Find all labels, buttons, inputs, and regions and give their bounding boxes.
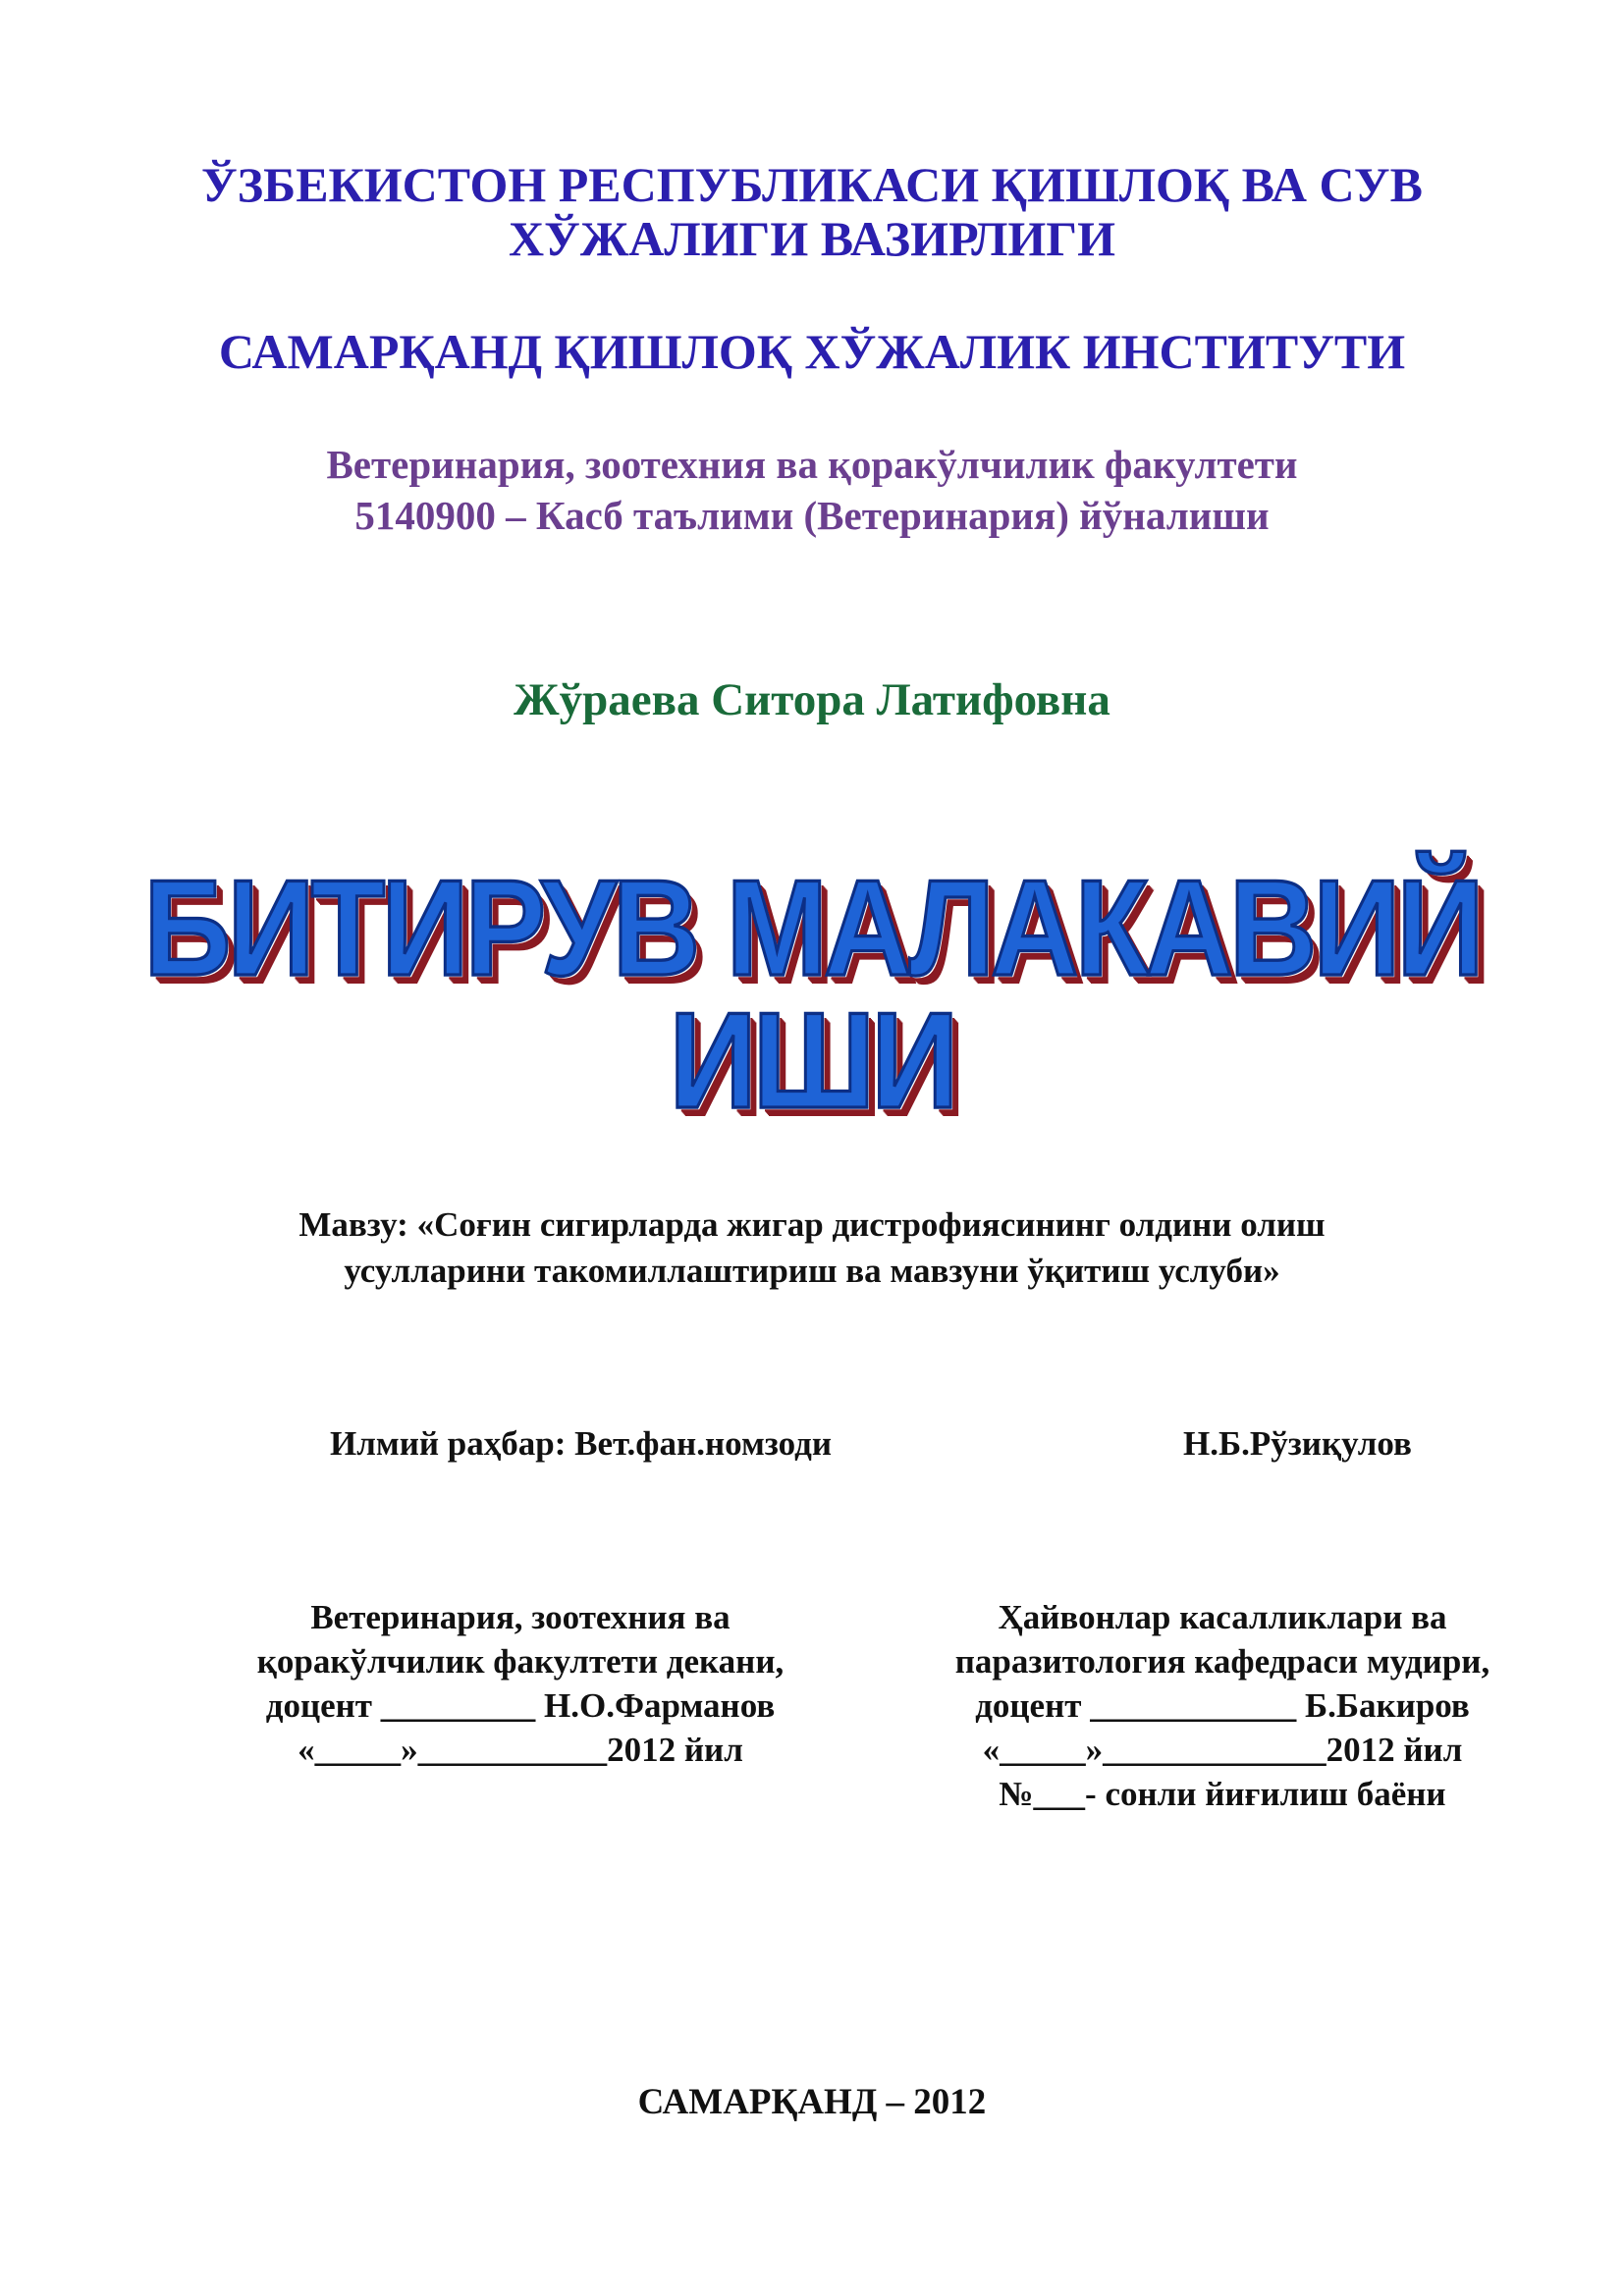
head-date-line: «_____»_____________2012 йил [982, 1731, 1463, 1769]
department-head-approval-block [898, 1595, 1546, 1816]
author-name: Жўраева Ситора Латифовна [514, 674, 1110, 725]
head-protocol-line: №___- сонли йиғилиш баёни [999, 1775, 1446, 1813]
dean-signature-line: доцент _________ Н.О.Фарманов [265, 1686, 776, 1725]
faculty-name: Ветеринария, зоотехния ва қоракўлчилик факултети [326, 442, 1298, 487]
dean-date-line: «_____»___________2012 йил [298, 1731, 743, 1769]
dean-line-1: Ветеринария, зоотехния ва [310, 1598, 731, 1636]
head-line-2: паразитология кафедраси мудири, [954, 1642, 1490, 1681]
head-signature-line: доцент ____________ Б.Бакиров [975, 1686, 1470, 1725]
topic-line-2: усулларини такомиллаштириш ва мавзуни ўқитиш услуби» [344, 1252, 1280, 1290]
ministry-line-1: ЎЗБЕКИСТОН РЕСПУБЛИКАСИ ҚИШЛОҚ ВА СУВ [201, 157, 1423, 212]
dean-line-2: қоракўлчилик факултети декани, [256, 1642, 785, 1681]
work-title-line-2: ИШИ [669, 985, 955, 1138]
institute-name: САМАРҚАНД ҚИШЛОҚ ХЎЖАЛИК ИНСТИТУТИ [218, 324, 1406, 379]
city-year: САМАРҚАНД – 2012 [637, 2082, 987, 2122]
work-title-line-1: БИТИРУВ МАЛАКАВИЙ [143, 852, 1481, 1005]
specialty-name: 5140900 – Касб таълими (Ветеринария) йўналиши [354, 493, 1270, 538]
ministry-line-2: ХЎЖАЛИГИ ВАЗИРЛИГИ [509, 211, 1115, 266]
supervisor-label: Илмий раҳбар: Вет.фан.номзоди [330, 1424, 833, 1463]
dean-approval-block [206, 1595, 835, 1772]
head-line-1: Ҳайвонлар касалликлари ва [998, 1598, 1447, 1636]
supervisor-name: Н.Б.Рўзиқулов [1183, 1424, 1412, 1463]
topic-line-1: Мавзу: «Соғин сигирларда жигар дистрофиясининг олдини олиш [298, 1205, 1326, 1244]
